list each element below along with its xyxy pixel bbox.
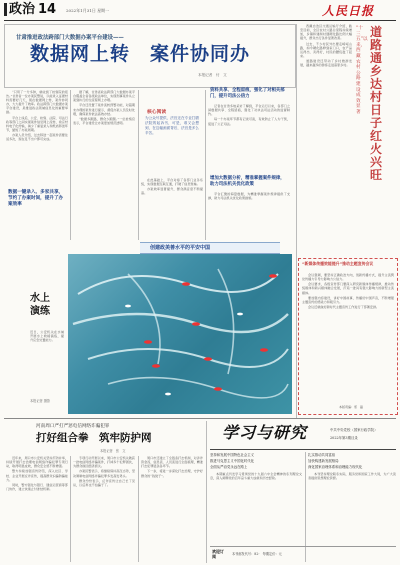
study-title: 学习与研究: [222, 423, 308, 442]
photo-banner-text: 创建政美善水平的平安中国: [150, 245, 211, 251]
study-item: 扎实推动共同富裕: [308, 453, 336, 457]
boxed-article: [298, 258, 398, 415]
photo-wake-lines: [68, 254, 292, 414]
bottom-body-col3: 周口市还建立了全链条打击机制，对涉诈资金流、信息流、人员流进行全面梳理，精准打击犯罪链条各环节。 下一步，将进一步深化打击治理，守护好群众的“钱袋子”。: [141, 456, 203, 478]
brand-logo: 人民日报: [322, 4, 375, 18]
subscribe-label: 欢迎订阅: [212, 549, 224, 559]
study-item: 推进马克思主义中国化时代化: [210, 459, 255, 463]
subscribe-box: [210, 546, 396, 561]
section-title: 政治: [9, 2, 36, 17]
study-contents: [210, 452, 396, 562]
photo-banner: [140, 242, 280, 254]
photo-caption: 近日，公安机关在水域开展水上救援演练，提升应急处置能力。: [30, 330, 64, 343]
study-item: 深化国家治理体系和治理能力现代化: [308, 465, 363, 469]
boxed-credit: 本版责编：邢 磊: [339, 405, 364, 409]
date-line: 2022年1月31日 星期一: [66, 8, 110, 13]
lead-body-col2: 据了解，甘肃省政法跨部门大数据办案平台覆盖全省各级政法单位，实现刑事案件从立案到执行的全流程网上办理。 平台还设置了案件流转预警功能，对超期未办理的案件进行提示，督促办案人员及时处理，确保案件依法高效办结。 “数据多跑路，群众少跑腿。”一位检察官表示，平台建设让办案更加规范透明。: [73, 90, 135, 126]
lead-body-col1: “只用了一分多钟，就收到了检察院的报告。”甘肃省一位办案民警说，以前录入证据材料需要好几天，现在数据网上转，案件协同办，大大提升了效率。政法跨部门大数据办案平台建设，是推进政法领域信息化的重要举措。 平台上线后，公安、检察、法院、司法行政等部门之间实现案件信息网上流转，卷宗材料电子化传输，减少了重复录入和纸质移送环节，缩短了办案周期。 办案人员介绍，过去移送一起案件需要往返多次，现在足不出户即可完成。: [6, 90, 68, 142]
right-headline: 道路通乡达村 日子红火兴旺: [370, 25, 395, 182]
right-headline-block: [356, 24, 398, 199]
lead-body-text: “只用了一分多钟，就收到了检察院的报告。”甘肃省一位办案民警说，以前录入证据材料需要好几天，现在数据网上转，案件协同办，大大提升了效率。政法跨部门大数据办案平台建设，是推进政法领域信息化的重要举措。: [6, 90, 68, 115]
photo-credit: 本报记者 摄影: [30, 399, 51, 403]
masthead: [0, 0, 400, 22]
study-issuer: 中共中央党校（国家行政学院）: [330, 428, 378, 432]
section-marker: [4, 3, 7, 16]
page-number: 14: [38, 2, 57, 17]
bottom-rule: [4, 418, 396, 419]
lead-kicker: 甘肃推进政法跨部门大数据办案平台建设——: [16, 35, 124, 41]
right-body-text: 西藏自治区交通运输厅介绍，截至目前，全区农村公路总里程持续增加，乡镇和建制村通硬化路比例大幅提升，群众出行条件显著改善。: [300, 24, 352, 41]
bottom-kicker: 河南周口严打严惩电信网络诈骗犯罪: [36, 424, 110, 429]
study-contents-right: 扎实推动共同富裕 加快构建新发展格局 深化国家治理体系和治理能力现代化 本刊坚持理论联系实际，服务党和国家工作大局，为广大读者提供思想理论资源。: [308, 453, 396, 481]
bottom-body-col1: 近年来，周口市公安机关坚持打防并举，持续开展打击治理电信网络诈骗犯罪专项行动，取得明显成效，群众安全感不断增强。 警方持续加强宣传防范，深入社区、学校、企业开展反诈宣传，提高群众识骗防骗能力。 同时，警方强化与银行、通信运营商等部门协作，建立快速止付冻结机制。: [6, 456, 68, 492]
bottom-body-col2: 专项行动开展以来，周口市公安机关破获一批电信网络诈骗案件，打掉多个犯罪团伙，为群众挽回经济损失。 办案民警表示，将继续保持高压态势，坚决遏制电信网络诈骗犯罪多发高发势头。 群众纷纷表示，反诈宣传让自己长了见识，以后再也不怕骗子了。: [73, 456, 135, 487]
core-reading-text: 为公众号提供，法官还在专业打磨法院的起诉书，可是，谁又会想到，在这幅画面背后，法官是多么辛苦。: [145, 116, 199, 135]
bottom-headline: 打好组合拳 筑牢防护网: [36, 432, 152, 444]
water-drill-photo: [68, 254, 292, 414]
lead-byline: 本报记者 付 文: [198, 73, 227, 77]
lead-body-col4: 记者在甘肃多地采访了解到，平台运行以来，各部门之间数据共享、全程留痕，强化了对执法司法活动的监督制约。 每一个办案环节都有记录可查，有效防止了人为干预，促进了公正司法。: [208, 104, 290, 126]
study-header: [210, 421, 396, 450]
lead-subhead-3: 增加大数据分析，精准掌握案件规律，助力司法机关优化政策: [210, 176, 285, 187]
masthead-rule: [4, 20, 396, 21]
bottom-body-text: 近年来，周口市公安机关坚持打防并举，持续开展打击治理电信网络诈骗犯罪专项行动，取得明显成效，群众安全感不断增强。: [6, 456, 68, 469]
boxed-body: 会议强调，要坚持正确政治方向，创新传播方式，提升主流舆论传播力引导力影响力公信力。 会议要求，各级宣传部门要深入研究新媒体传播规律，推动传统媒体和新兴媒体融合发展，打造一批具有强大影响力的新型主流媒体。 要加强内容建设，讲好中国故事，传播好中国声音，不断增强主题宣传的感染力和吸引力。 会议还就做好新时代主题宣传工作进行了部署安排。: [302, 273, 394, 310]
lead-body-col5: 平台汇聚的海量数据，为精准掌握案件规律提供了支撑，助力司法机关优化政策措施。: [208, 192, 290, 201]
lead-subhead-2: 资料共享、全程留痕，强化了对相关部门，提升司法公信力: [210, 88, 285, 99]
lead-body-col3: 在此基础上，平台对接了各部门业务系统，实现数据互联互通，打破了信息壁垒。 办案效率显著提升，群众满意度不断提高。: [141, 178, 203, 196]
study-item: 加快构建新发展格局: [308, 459, 339, 463]
core-reading-box: [141, 108, 201, 174]
boxed-body-text: 会议强调，要坚持正确政治方向，创新传播方式，提升主流舆论传播力引导力影响力公信力。: [302, 273, 394, 282]
lead-headline: 数据网上转 案件协同办: [30, 43, 251, 65]
study-subtitle: 2022年第3期目录: [330, 436, 358, 440]
lead-subhead-1: 数据一键录入、多家共享，节约了办案时间，提升了办案效率: [8, 190, 64, 207]
boxed-title: “新媒体传播效能提升”推动主题宣传会议: [302, 261, 374, 266]
study-contents-left: 坚持和发展中国特色社会主义 推进马克思主义中国化时代化 全面从严治党永远在路上 本期重点刊发学习贯彻党的十九届六中全会精神的系列理论文章，深入阐释党的百年奋斗重大成就和历史经验。: [210, 453, 302, 481]
right-body-left: 西藏自治区交通运输厅介绍，截至目前，全区农村公路总里程持续增加，乡镇和建制村通硬化路比例大幅提升，群众出行条件显著改善。 过去，不少村民外出要走崎岖山路，如今硬化路修到家门口，农产品运得出、卖得好，村民的腰包鼓了起来。 道路建设还带动了乡村旅游发展，越来越多的游客走进高原乡村。: [300, 24, 352, 68]
study-item: 坚持和发展中国特色社会主义: [210, 453, 255, 457]
study-item: 全面从严治党永远在路上: [210, 465, 248, 469]
right-kicker: “十三五”以来，西藏农村公路建设成效显著: [356, 26, 368, 115]
bottom-byline: 本报记者 张 文: [100, 449, 126, 453]
subscribe-text: 本刊邮发代号：82- 每期定价：元: [232, 552, 282, 556]
core-reading-label: 核心阅读: [147, 110, 167, 115]
photo-title: 水上 演练: [30, 293, 50, 317]
